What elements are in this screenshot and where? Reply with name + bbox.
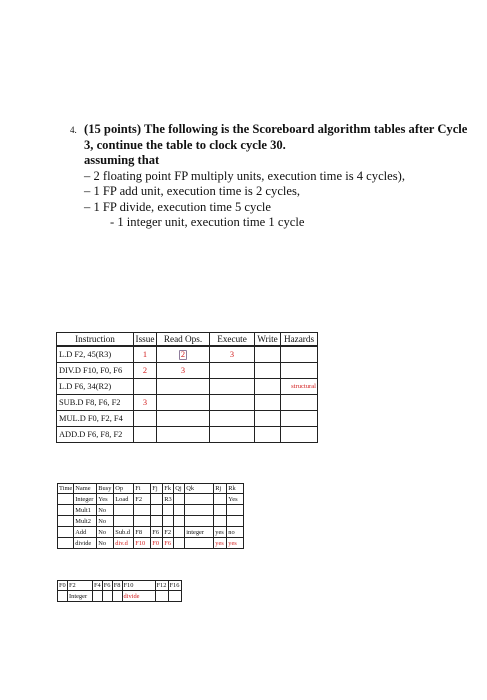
instruction-cell: ADD.D F6, F8, F2 (57, 427, 134, 443)
table-row (58, 591, 182, 602)
fk-cell: R3 (163, 494, 174, 505)
question-heading (70, 122, 470, 153)
unit-name-cell: divide (74, 538, 97, 549)
hazards-cell (281, 427, 318, 443)
table-row (57, 346, 318, 363)
qj-cell (174, 538, 185, 549)
instruction-status-table (56, 332, 318, 443)
table-row (57, 379, 318, 395)
execute-cell (210, 411, 255, 427)
question-line-integer: - 1 integer unit, execution time 1 cycle (110, 215, 305, 229)
table-row (57, 395, 318, 411)
f4-cell (93, 591, 103, 602)
col-f6: F6 (103, 582, 111, 589)
table-row (58, 538, 244, 549)
fk-cell (163, 505, 174, 516)
f8-cell (112, 591, 122, 602)
qk-cell (185, 494, 214, 505)
fj-cell (151, 505, 163, 516)
col-fk: Fk (163, 484, 174, 494)
read-cell (157, 379, 210, 395)
fi-cell (134, 516, 151, 527)
col-instruction: Instruction (57, 333, 134, 347)
table-row (58, 516, 244, 527)
time-cell (58, 538, 74, 549)
fi-cell (134, 505, 151, 516)
rj-cell: yes (214, 527, 227, 538)
fk-cell: F2 (163, 527, 174, 538)
issue-cell (134, 379, 157, 395)
instruction-cell: MUL.D F0, F2, F4 (57, 411, 134, 427)
fk-cell: F6 (163, 538, 174, 549)
question-line-fp-add: – 1 FP add unit, execution time is 2 cycles, (84, 184, 301, 198)
f6-cell (102, 591, 112, 602)
execute-cell (210, 395, 255, 411)
write-cell (255, 346, 281, 363)
rk-cell: yes (227, 538, 244, 549)
col-busy: Busy (97, 484, 114, 494)
col-rj: Rj (214, 484, 227, 494)
read-value-marked: 2 (180, 349, 186, 359)
qj-cell (174, 516, 185, 527)
unit-name-cell: Mult1 (74, 505, 97, 516)
hazards-cell (281, 363, 318, 379)
functional-unit-status-table (57, 483, 244, 549)
qj-cell (174, 505, 185, 516)
op-cell: Sub.d (114, 527, 134, 538)
read-cell (157, 427, 210, 443)
qj-cell (174, 494, 185, 505)
time-cell (58, 505, 74, 516)
col-f8: F8 (113, 582, 121, 589)
col-rk: Rk (227, 484, 244, 494)
fi-cell: F10 (134, 538, 151, 549)
unit-name-cell: Add (74, 527, 97, 538)
question-line-fp-multiply: – 2 floating point FP multiply units, execution time is 4 cycles), (84, 168, 405, 183)
question-title: (15 points) The following is the Scoreboard algorithm tables after Cycle 3, continue the table to clock cycle 30. (84, 122, 468, 152)
question-block (70, 122, 470, 231)
read-cell (157, 346, 210, 363)
col-f16: F16 (169, 582, 180, 589)
issue-cell (134, 411, 157, 427)
table-row (58, 494, 244, 505)
f10-cell: divide (122, 591, 155, 602)
busy-cell: Yes (97, 494, 114, 505)
write-cell (255, 379, 281, 395)
qk-cell (185, 516, 214, 527)
execute-cell (210, 363, 255, 379)
fj-cell (151, 516, 163, 527)
rj-cell (214, 516, 227, 527)
col-f4: F4 (94, 582, 101, 589)
hazards-cell (281, 395, 318, 411)
execute-cell (210, 379, 255, 395)
question-line-fp-divide: – 1 FP divide, execution time 5 cycle (84, 199, 271, 214)
busy-cell: No (97, 527, 114, 538)
hazards-cell (281, 346, 318, 363)
hazards-cell: structural (281, 379, 318, 395)
time-cell (58, 516, 74, 527)
col-name: Name (74, 484, 97, 494)
write-cell (255, 427, 281, 443)
col-qj: Qj (174, 484, 185, 494)
read-cell (157, 395, 210, 411)
col-write: Write (255, 333, 281, 347)
time-cell (58, 494, 74, 505)
fj-cell: F0 (151, 538, 163, 549)
qj-cell (174, 527, 185, 538)
question-assuming: assuming that (84, 153, 160, 167)
unit-name-cell: Integer (74, 494, 97, 505)
col-fi: Fi (134, 484, 151, 494)
busy-cell: No (97, 538, 114, 549)
instruction-cell: DIV.D F10, F0, F6 (57, 363, 134, 379)
f2-cell: Integer (68, 591, 93, 602)
f16-cell (168, 591, 181, 602)
col-f0: F0 (59, 582, 66, 589)
col-qk: Qk (185, 484, 214, 494)
issue-cell (134, 427, 157, 443)
issue-cell: 3 (134, 395, 157, 411)
unit-name-cell: Mult2 (74, 516, 97, 527)
col-read-ops: Read Ops. (157, 333, 210, 347)
write-cell (255, 363, 281, 379)
fj-cell: F6 (151, 527, 163, 538)
busy-cell: No (97, 516, 114, 527)
qk-cell (185, 538, 214, 549)
instruction-cell: SUB.D F8, F6, F2 (57, 395, 134, 411)
op-cell: Load (114, 494, 134, 505)
write-cell (255, 395, 281, 411)
table-row (57, 427, 318, 443)
col-time: Time (59, 485, 73, 492)
read-cell (157, 411, 210, 427)
execute-cell (210, 427, 255, 443)
rj-cell (214, 494, 227, 505)
register-result-status-table (57, 580, 182, 602)
rk-cell: Yes (227, 494, 244, 505)
busy-cell: No (97, 505, 114, 516)
table-row (58, 527, 244, 538)
col-f2: F2 (68, 581, 93, 591)
col-fj: Fj (151, 484, 163, 494)
op-cell: div.d (114, 538, 134, 549)
fk-cell (163, 516, 174, 527)
table-row (57, 411, 318, 427)
instruction-cell: L.D F6, 34(R2) (57, 379, 134, 395)
fi-cell: F2 (134, 494, 151, 505)
question-number: 4. (70, 125, 77, 135)
f0-cell (58, 591, 68, 602)
col-hazards: Hazards (281, 333, 318, 347)
col-op: Op (114, 484, 134, 494)
rk-cell (227, 505, 244, 516)
rj-cell: yes (214, 538, 227, 549)
fi-cell: F8 (134, 527, 151, 538)
rj-cell (214, 505, 227, 516)
read-cell: 3 (157, 363, 210, 379)
hazards-cell (281, 411, 318, 427)
issue-cell: 2 (134, 363, 157, 379)
instruction-cell: L.D F2, 45(R3) (57, 346, 134, 363)
col-f10: F10 (122, 581, 155, 591)
col-f12: F12 (156, 582, 167, 589)
execute-cell: 3 (210, 346, 255, 363)
issue-cell: 1 (134, 346, 157, 363)
rk-cell: no (227, 527, 244, 538)
write-cell (255, 411, 281, 427)
rk-cell (227, 516, 244, 527)
qk-cell: integer (185, 527, 214, 538)
qk-cell (185, 505, 214, 516)
table-row (58, 505, 244, 516)
time-cell (58, 527, 74, 538)
op-cell (114, 516, 134, 527)
table-row (57, 363, 318, 379)
fj-cell (151, 494, 163, 505)
col-execute: Execute (210, 333, 255, 347)
col-issue: Issue (134, 333, 157, 347)
f12-cell (155, 591, 168, 602)
op-cell (114, 505, 134, 516)
